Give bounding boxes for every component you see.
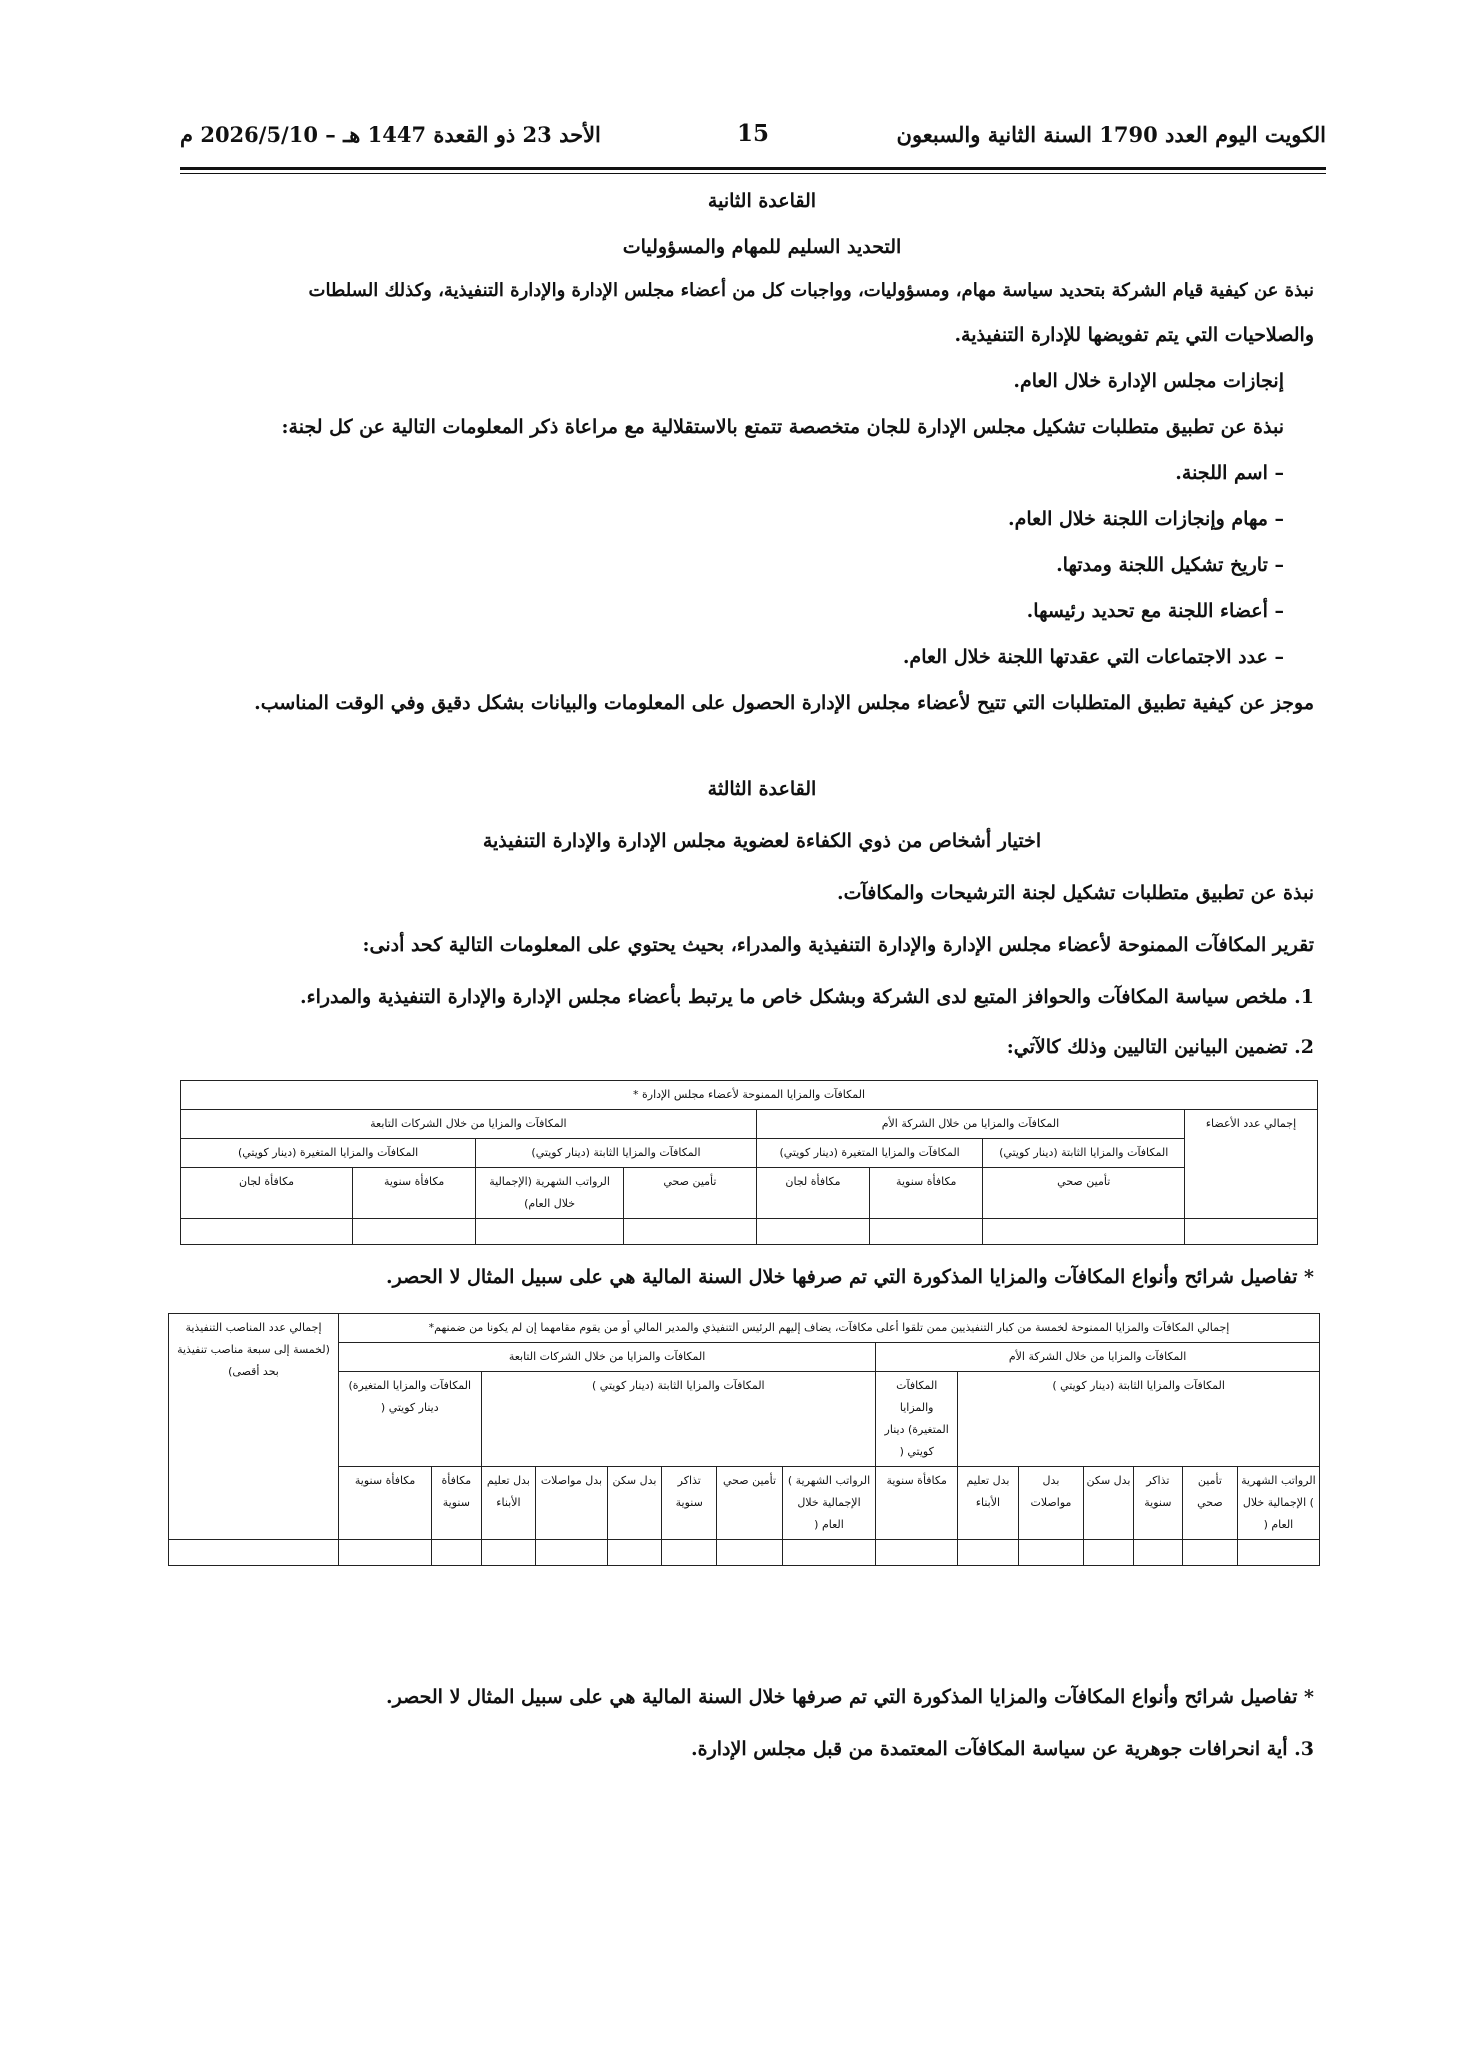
table-title: إجمالي المكافآت والمزايا الممنوحة لخمسة من كبار التنفيذيين ممن تلقوا أعلى مكافآت، يضاف إليهم الرئيس التنفيذي والمدير المالي أو من يقوم مقامهما إن لم يكونا من ضمنهم* [339, 1314, 1320, 1343]
column-header: بدل مواصلات [536, 1467, 607, 1540]
list-item: – أعضاء اللجنة مع تحديد رئيسها. [1026, 600, 1284, 622]
table-row [181, 1219, 1318, 1245]
column-header: بدل سكن [607, 1467, 662, 1540]
numbered-item: 1. ملخص سياسة المكافآت والحوافز المتبع لدى الشركة وبشكل خاص ما يرتبط بأعضاء مجلس الإدارة والإدارة التنفيذية والمدراء. [300, 986, 1314, 1008]
table-row [169, 1540, 1320, 1566]
column-header: المكافآت والمزايا المتغيرة (دينار كويتي) [756, 1139, 983, 1168]
column-header: بدل سكن [1084, 1467, 1133, 1540]
paragraph: نبذة عن تطبيق متطلبات تشكيل لجنة الترشيحات والمكافآت. [836, 882, 1314, 904]
column-header: مكافأة سنوية [339, 1467, 432, 1540]
column-header: تذاكر سنوية [662, 1467, 717, 1540]
page-number: 15 [736, 120, 770, 147]
column-header: إجمالي عدد الأعضاء [1185, 1110, 1318, 1219]
issue-info: الكويت اليوم العدد 1790 السنة الثانية والسبعون [896, 122, 1326, 147]
footnote: * تفاصيل شرائح وأنواع المكافآت والمزايا المذكورة التي تم صرفها خلال السنة المالية هي على سبيل المثال لا الحصر. [386, 1686, 1314, 1708]
column-header: المكافآت والمزايا الثابتة (دينار كويتي ) [481, 1372, 876, 1467]
column-header: المكافآت والمزايا من خلال الشركات التابعة [181, 1110, 757, 1139]
list-item: – اسم اللجنة. [1175, 462, 1284, 484]
page-header [180, 122, 1326, 156]
column-header: الرواتب الشهرية ) الإجمالية خلال العام ( [782, 1467, 875, 1540]
column-header: بدل تعليم الأبناء [481, 1467, 536, 1540]
column-header: مكافأة لجان [756, 1168, 869, 1219]
executive-remuneration-table [168, 1313, 1320, 1566]
column-header: الرواتب الشهرية ) الإجمالية خلال العام ( [1237, 1467, 1319, 1540]
paragraph: نبذة عن كيفية قيام الشركة بتحديد سياسة مهام، ومسؤوليات، وواجبات كل من أعضاء مجلس الإدارة والإدارة التنفيذية، وكذلك السلطات [308, 280, 1314, 301]
rule2-title: القاعدة الثانية [707, 190, 817, 212]
issue-date: الأحد 23 ذو القعدة 1447 هـ – 2026/5/10 م [180, 122, 601, 147]
list-item: – عدد الاجتماعات التي عقدتها اللجنة خلال العام. [902, 646, 1284, 668]
paragraph: موجز عن كيفية تطبيق المتطلبات التي تتيح لأعضاء مجلس الإدارة الحصول على المعلومات والبيانات بشكل دقيق وفي الوقت المناسب. [254, 692, 1314, 714]
column-header: مكافأة سنوية [432, 1467, 481, 1540]
paragraph: والصلاحيات التي يتم تفويضها للإدارة التنفيذية. [954, 324, 1314, 346]
column-header: المكافآت والمزايا من خلال الشركة الأم [756, 1110, 1184, 1139]
column-header: مكافأة لجان [181, 1168, 353, 1219]
column-header: مكافأة سنوية [870, 1168, 983, 1219]
column-header: مكافأة سنوية [876, 1467, 958, 1540]
column-header: المكافآت والمزايا الثابتة (دينار كويتي) [476, 1139, 757, 1168]
paragraph: نبذة عن تطبيق متطلبات تشكيل مجلس الإدارة للجان متخصصة تتمتع بالاستقلالية مع مراعاة ذكر المعلومات التالية عن كل لجنة: [281, 416, 1284, 438]
list-item: – تاريخ تشكيل اللجنة ومدتها. [1056, 554, 1284, 576]
paragraph: تقرير المكافآت الممنوحة لأعضاء مجلس الإدارة والإدارة التنفيذية والمدراء، بحيث يحتوي على المعلومات التالية كحد أدنى: [362, 934, 1314, 956]
numbered-item: 3. أية انحرافات جوهرية عن سياسة المكافآت المعتمدة من قبل مجلس الإدارة. [691, 1738, 1314, 1760]
column-header: المكافآت والمزايا المتغيرة (دينار كويتي) [181, 1139, 476, 1168]
table-title: المكافآت والمزايا الممنوحة لأعضاء مجلس الإدارة * [181, 1081, 1318, 1110]
rule3-subtitle: اختيار أشخاص من ذوي الكفاءة لعضوية مجلس الإدارة والإدارة التنفيذية [482, 830, 1042, 852]
header-rule-thin [180, 173, 1326, 174]
column-header: الرواتب الشهرية (الإجمالية خلال العام) [476, 1168, 624, 1219]
column-header: المكافآت والمزايا المتغيرة) دينار كويتي ( [339, 1372, 482, 1467]
column-header: تأمين صحي [1183, 1467, 1238, 1540]
column-header: المكافآت والمزايا من خلال الشركة الأم [876, 1343, 1320, 1372]
column-header: تأمين صحي [717, 1467, 783, 1540]
numbered-item: 2. تضمين البيانين التاليين وذلك كالآتي: [1006, 1036, 1314, 1058]
column-header: تأمين صحي [983, 1168, 1185, 1219]
paragraph: إنجازات مجلس الإدارة خلال العام. [1013, 370, 1284, 392]
footnote: * تفاصيل شرائح وأنواع المكافآت والمزايا المذكورة التي تم صرفها خلال السنة المالية هي على سبيل المثال لا الحصر. [386, 1266, 1314, 1288]
column-header: بدل مواصلات [1018, 1467, 1084, 1540]
column-header: بدل تعليم الأبناء [958, 1467, 1018, 1540]
column-header: مكافأة سنوية [353, 1168, 476, 1219]
column-header: إجمالي عدد المناصب التنفيذية (لخمسة إلى سبعة مناصب تنفيذية بحد أقصى) [169, 1314, 339, 1540]
list-item: – مهام وإنجازات اللجنة خلال العام. [1007, 508, 1284, 530]
header-rule [180, 167, 1326, 170]
column-header: المكافآت والمزايا الثابتة (دينار كويتي) [983, 1139, 1185, 1168]
column-header: المكافآت والمزايا الثابتة (دينار كويتي ) [958, 1372, 1320, 1467]
column-header: تذاكر سنوية [1133, 1467, 1182, 1540]
rule3-title: القاعدة الثالثة [707, 778, 817, 800]
rule2-subtitle: التحديد السليم للمهام والمسؤوليات [622, 236, 902, 258]
column-header: المكافآت والمزايا من خلال الشركات التابعة [339, 1343, 876, 1372]
column-header: المكافآت والمزايا المتغيرة) دينار كويتي ( [876, 1372, 958, 1467]
column-header: تأمين صحي [624, 1168, 757, 1219]
board-remuneration-table [180, 1080, 1318, 1245]
